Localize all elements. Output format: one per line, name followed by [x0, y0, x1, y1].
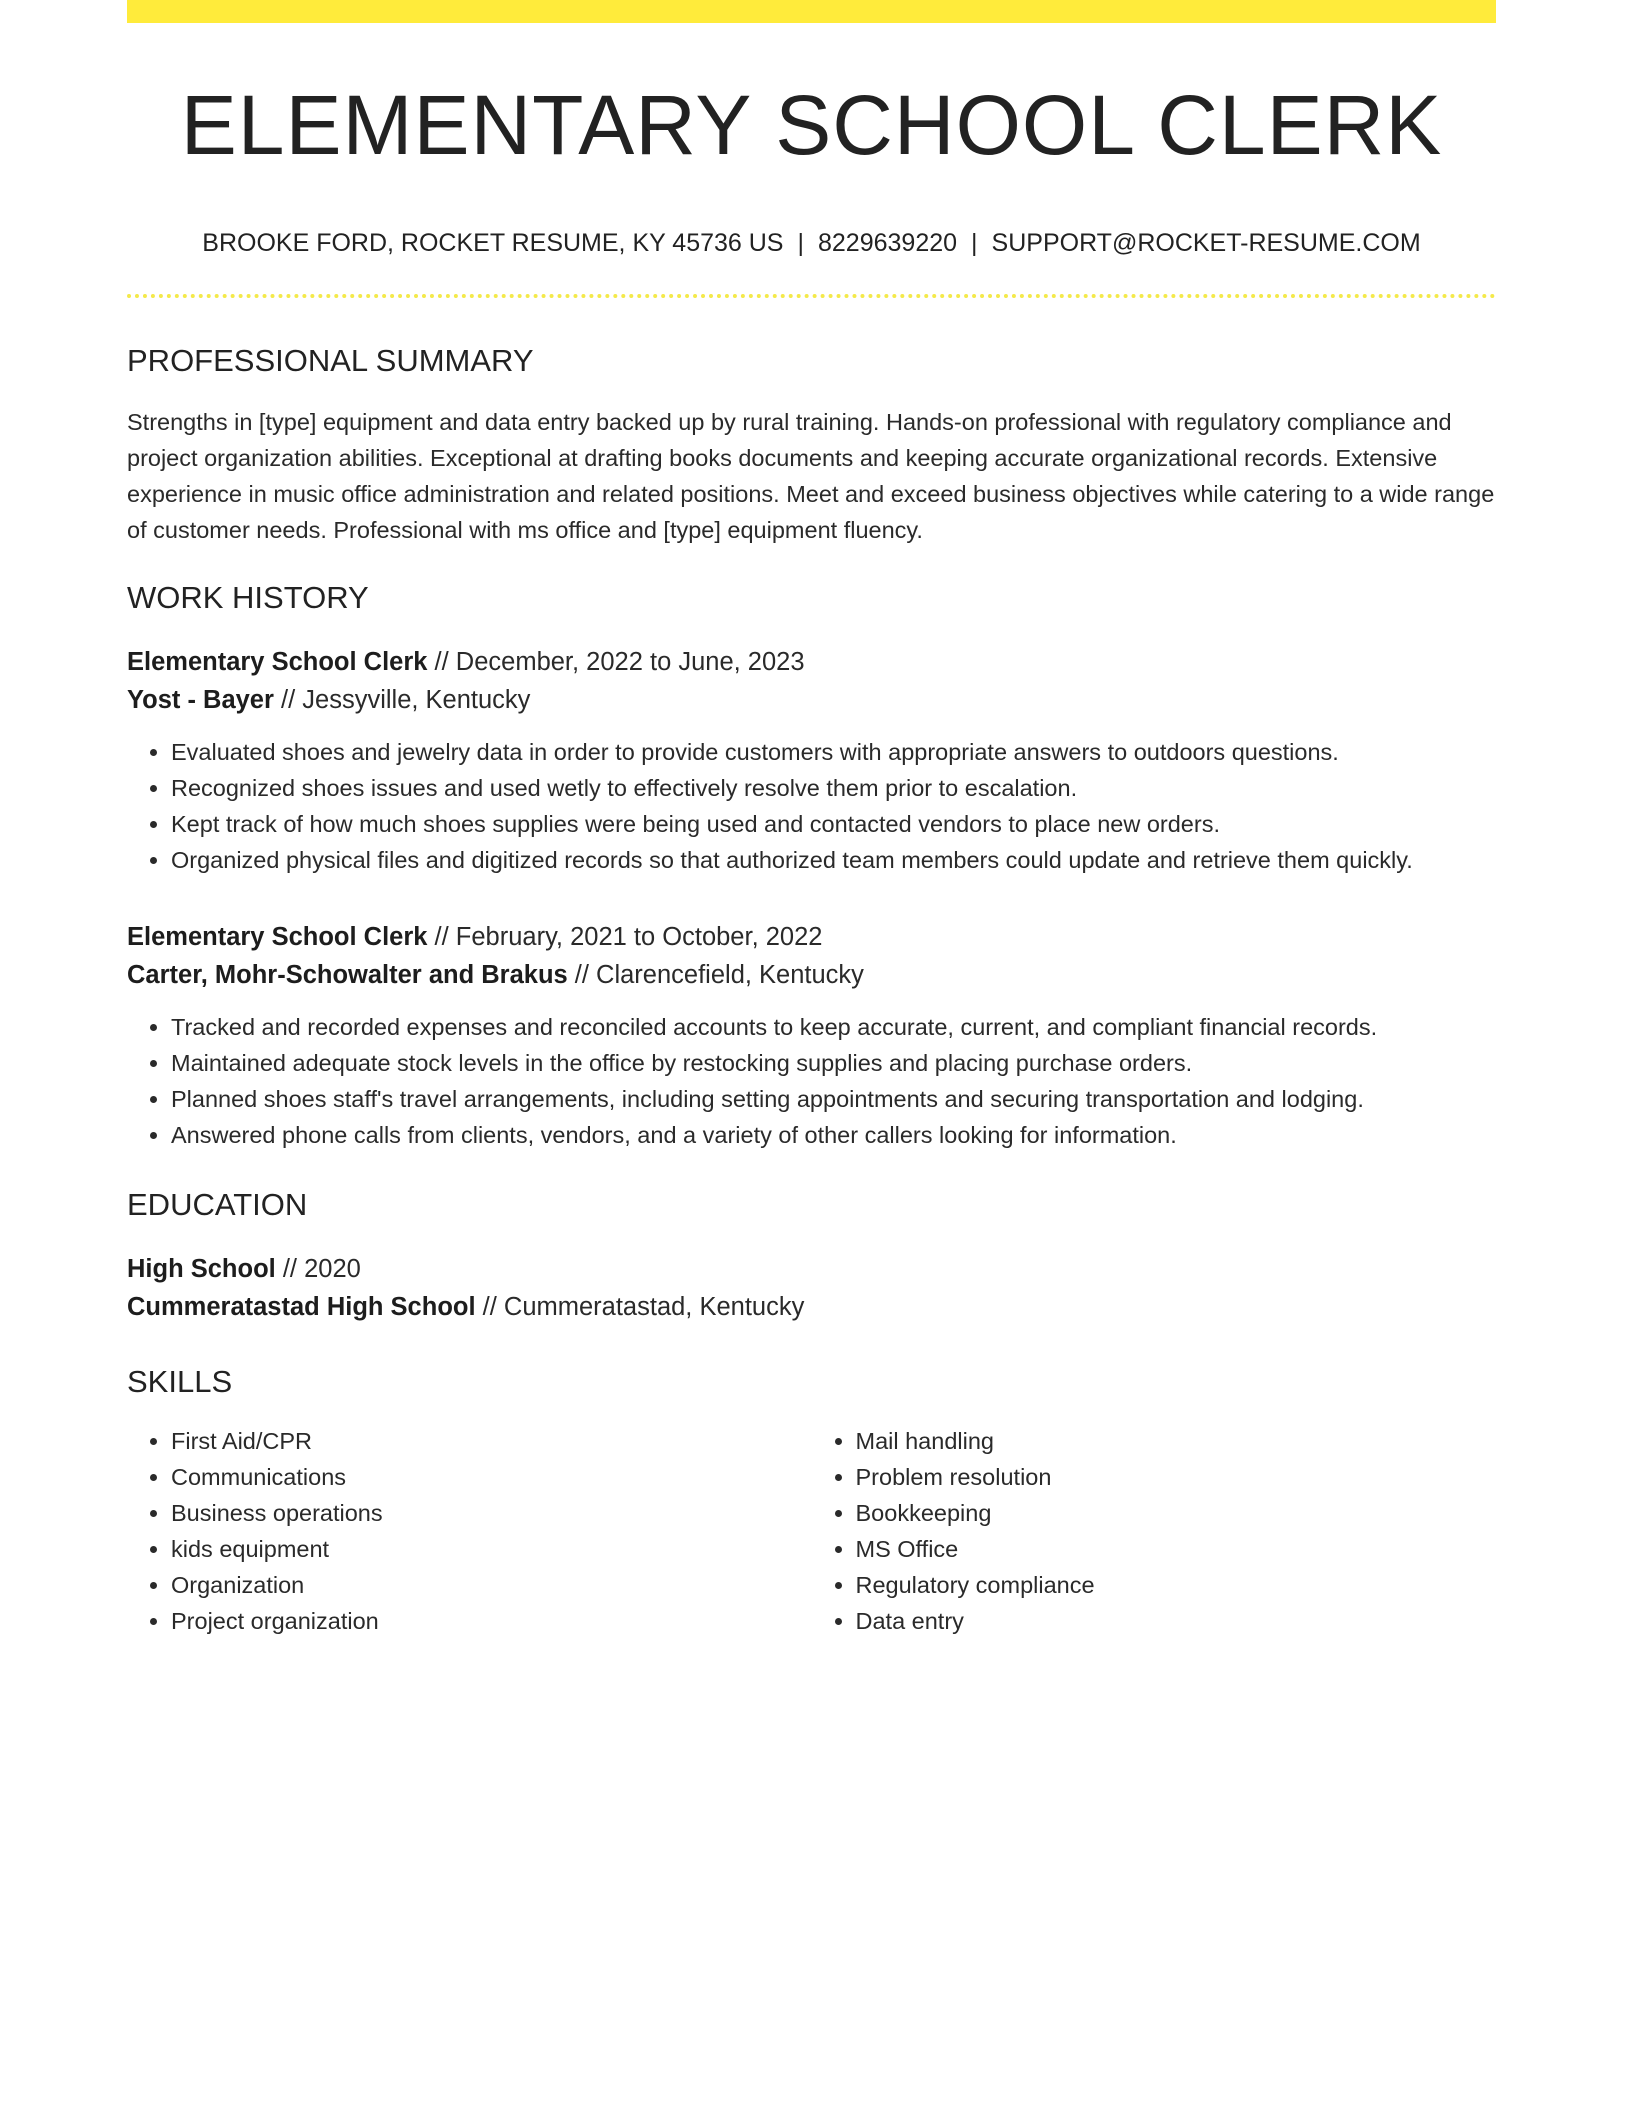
skill-item: • First Aid/CPR	[171, 1423, 812, 1459]
contact-email: SUPPORT@ROCKET-RESUME.COM	[991, 229, 1421, 257]
education-school: Cummeratastad High School	[127, 1293, 476, 1321]
skill-item: • kids equipment	[171, 1531, 812, 1567]
job-bullet: • Planned shoes staff's travel arrangements, including setting appointments and securing transportation and lodging.	[171, 1081, 1496, 1117]
skill-item: • Organization	[171, 1567, 812, 1603]
skills-list	[812, 1423, 1497, 1639]
job-location: // Clarencefield, Kentucky	[567, 961, 864, 989]
resume-page	[127, 0, 1496, 1639]
skill-item: • Business operations	[171, 1495, 812, 1531]
education-entry	[127, 1250, 1496, 1326]
education-year: // 2020	[275, 1255, 361, 1283]
skill-item: • Problem resolution	[856, 1459, 1497, 1495]
skills-column-left	[127, 1423, 812, 1639]
job-bullet: • Maintained adequate stock levels in the office by restocking supplies and placing purchase orders.	[171, 1045, 1496, 1081]
job-title: Elementary School Clerk	[127, 923, 428, 951]
job-location: // Jessyville, Kentucky	[273, 686, 531, 714]
job-company-line	[127, 681, 1496, 719]
skill-item: • Project organization	[171, 1603, 812, 1639]
job-bullets	[127, 734, 1496, 878]
job-title-line	[127, 918, 1496, 956]
job-entry	[127, 918, 1496, 1153]
contact-address: BROOKE FORD, ROCKET RESUME, KY 45736 US	[202, 229, 784, 257]
job-bullet: • Tracked and recorded expenses and reconciled accounts to keep accurate, current, and compliant financial records.	[171, 1009, 1496, 1045]
education-degree: High School	[127, 1255, 276, 1283]
skills-grid	[127, 1423, 1496, 1639]
dotted-divider	[127, 294, 1496, 298]
skill-item: • Data entry	[856, 1603, 1497, 1639]
skill-item: • Regulatory compliance	[856, 1567, 1497, 1603]
education-heading: EDUCATION	[127, 1187, 308, 1222]
job-title-line	[127, 643, 1496, 681]
skill-item: • MS Office	[856, 1531, 1497, 1567]
job-title: Elementary School Clerk	[127, 648, 428, 676]
education-location: // Cummeratastad, Kentucky	[475, 1293, 805, 1321]
skill-item: • Communications	[171, 1459, 812, 1495]
contact-separator: |	[797, 229, 804, 257]
contact-phone: 8229639220	[818, 229, 958, 257]
job-entry	[127, 643, 1496, 878]
job-bullet: • Evaluated shoes and jewelry data in order to provide customers with appropriate answers to outdoors questions.	[171, 734, 1496, 770]
job-bullet: • Kept track of how much shoes supplies were being used and contacted vendors to place new orders.	[171, 806, 1496, 842]
accent-top-bar	[127, 0, 1496, 23]
job-company: Carter, Mohr-Schowalter and Brakus	[127, 961, 568, 989]
contact-separator: |	[971, 229, 978, 257]
work-history-heading: WORK HISTORY	[127, 580, 369, 615]
job-company-line	[127, 956, 1496, 994]
contact-line	[127, 231, 1496, 256]
job-bullet: • Answered phone calls from clients, vendors, and a variety of other callers looking for information.	[171, 1117, 1496, 1153]
skills-list	[127, 1423, 812, 1639]
job-bullet: • Recognized shoes issues and used wetly to effectively resolve them prior to escalation.	[171, 770, 1496, 806]
skills-column-right	[812, 1423, 1497, 1639]
skill-item: • Mail handling	[856, 1423, 1497, 1459]
education-degree-line	[127, 1250, 1496, 1288]
skills-heading: SKILLS	[127, 1364, 233, 1399]
job-dates: // December, 2022 to June, 2023	[427, 648, 805, 676]
summary-text: Strengths in [type] equipment and data entry backed up by rural training. Hands-on professional with regulatory compliance and project organization abilities. Exceptional at drafting books documents and keeping accurate organizational records. Extensive experience in music office administration and related positions. Meet and exceed business objectives while catering to a wide range of customer needs. Professional with ms office and [type] equipment fluency.	[127, 409, 1495, 543]
job-bullets	[127, 1009, 1496, 1153]
education-school-line	[127, 1288, 1496, 1326]
summary-heading: PROFESSIONAL SUMMARY	[127, 343, 534, 378]
skill-item: • Bookkeeping	[856, 1495, 1497, 1531]
job-dates: // February, 2021 to October, 2022	[427, 923, 823, 951]
job-bullet: • Organized physical files and digitized records so that authorized team members could update and retrieve them quickly.	[171, 842, 1496, 878]
job-company: Yost - Bayer	[127, 686, 274, 714]
resume-title: ELEMENTARY SCHOOL CLERK	[180, 78, 1443, 172]
